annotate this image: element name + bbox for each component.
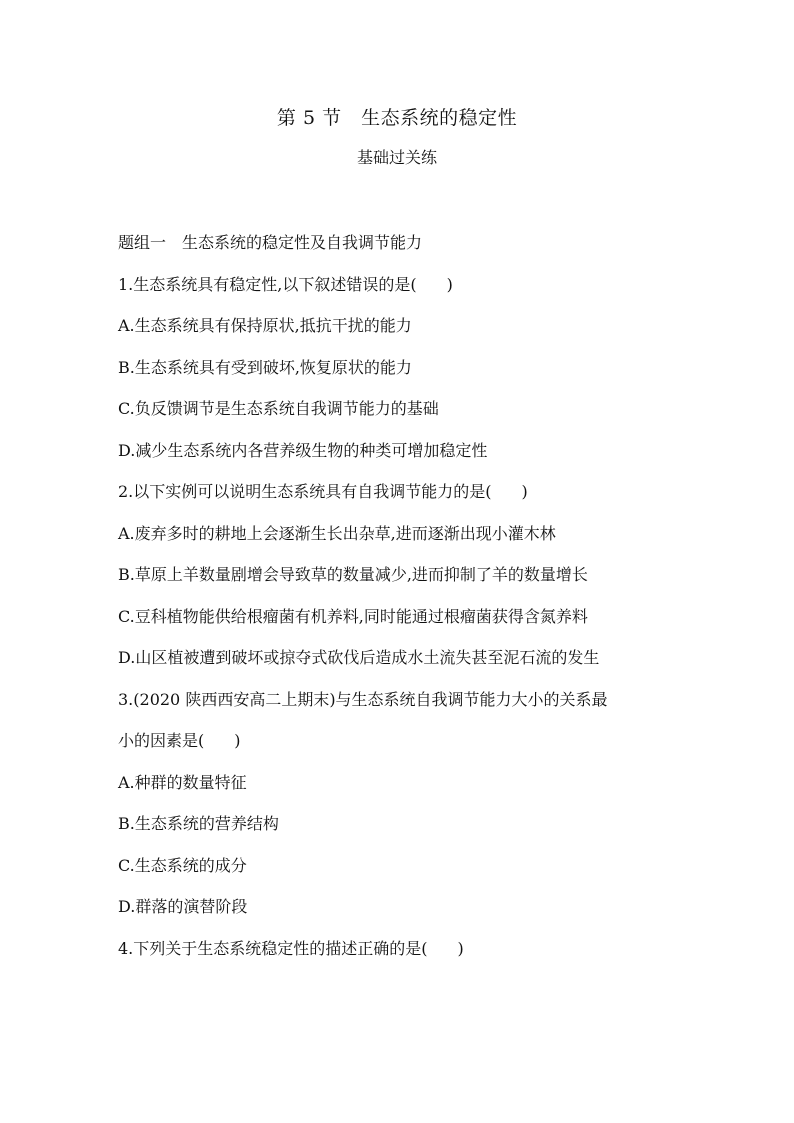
question-2-stem: 2.以下实例可以说明生态系统具有自我调节能力的是( ) xyxy=(118,482,528,501)
question-2-option-c: C.豆科植物能供给根瘤菌有机养料,同时能通过根瘤菌获得含氮养料 xyxy=(118,606,588,626)
question-3-stem-line-2: 小的因素是( ) xyxy=(118,731,241,750)
question-3-option-c: C.生态系统的成分 xyxy=(118,855,247,875)
section-heading: 题组一 生态系统的稳定性及自我调节能力 xyxy=(118,233,423,252)
question-2-option-b: B.草原上羊数量剧增会导致草的数量减少,进而抑制了羊的数量增长 xyxy=(118,565,588,584)
question-3-option-d: D.群落的演替阶段 xyxy=(118,897,248,916)
question-1-stem: 1.生态系统具有稳定性,以下叙述错误的是( ) xyxy=(118,274,453,294)
question-1-option-a: A.生态系统具有保持原状,抵抗干扰的能力 xyxy=(118,316,412,335)
question-1-option-d: D.减少生态系统内各营养级生物的种类可增加稳定性 xyxy=(118,440,488,460)
question-1-option-b: B.生态系统具有受到破坏,恢复原状的能力 xyxy=(118,357,412,377)
question-2-option-d: D.山区植被遭到破坏或掠夺式砍伐后造成水土流失甚至泥石流的发生 xyxy=(118,648,600,667)
page-title: 第 5 节 生态系统的稳定性 xyxy=(276,107,518,129)
page-subtitle: 基础过关练 xyxy=(356,148,437,167)
question-content xyxy=(118,222,688,969)
question-1-option-c: C.负反馈调节是生态系统自我调节能力的基础 xyxy=(118,399,439,418)
question-3-stem-line-1: 3.(2020 陕西西安高二上期末)与生态系统自我调节能力大小的关系最 xyxy=(118,689,608,709)
question-2-option-a: A.废弃多时的耕地上会逐渐生长出杂草,进而逐渐出现小灌木林 xyxy=(118,523,556,543)
question-3-option-b: B.生态系统的营养结构 xyxy=(118,814,279,833)
question-3-option-a: A.种群的数量特征 xyxy=(118,772,247,792)
question-4-stem: 4.下列关于生态系统稳定性的描述正确的是( ) xyxy=(118,938,464,958)
